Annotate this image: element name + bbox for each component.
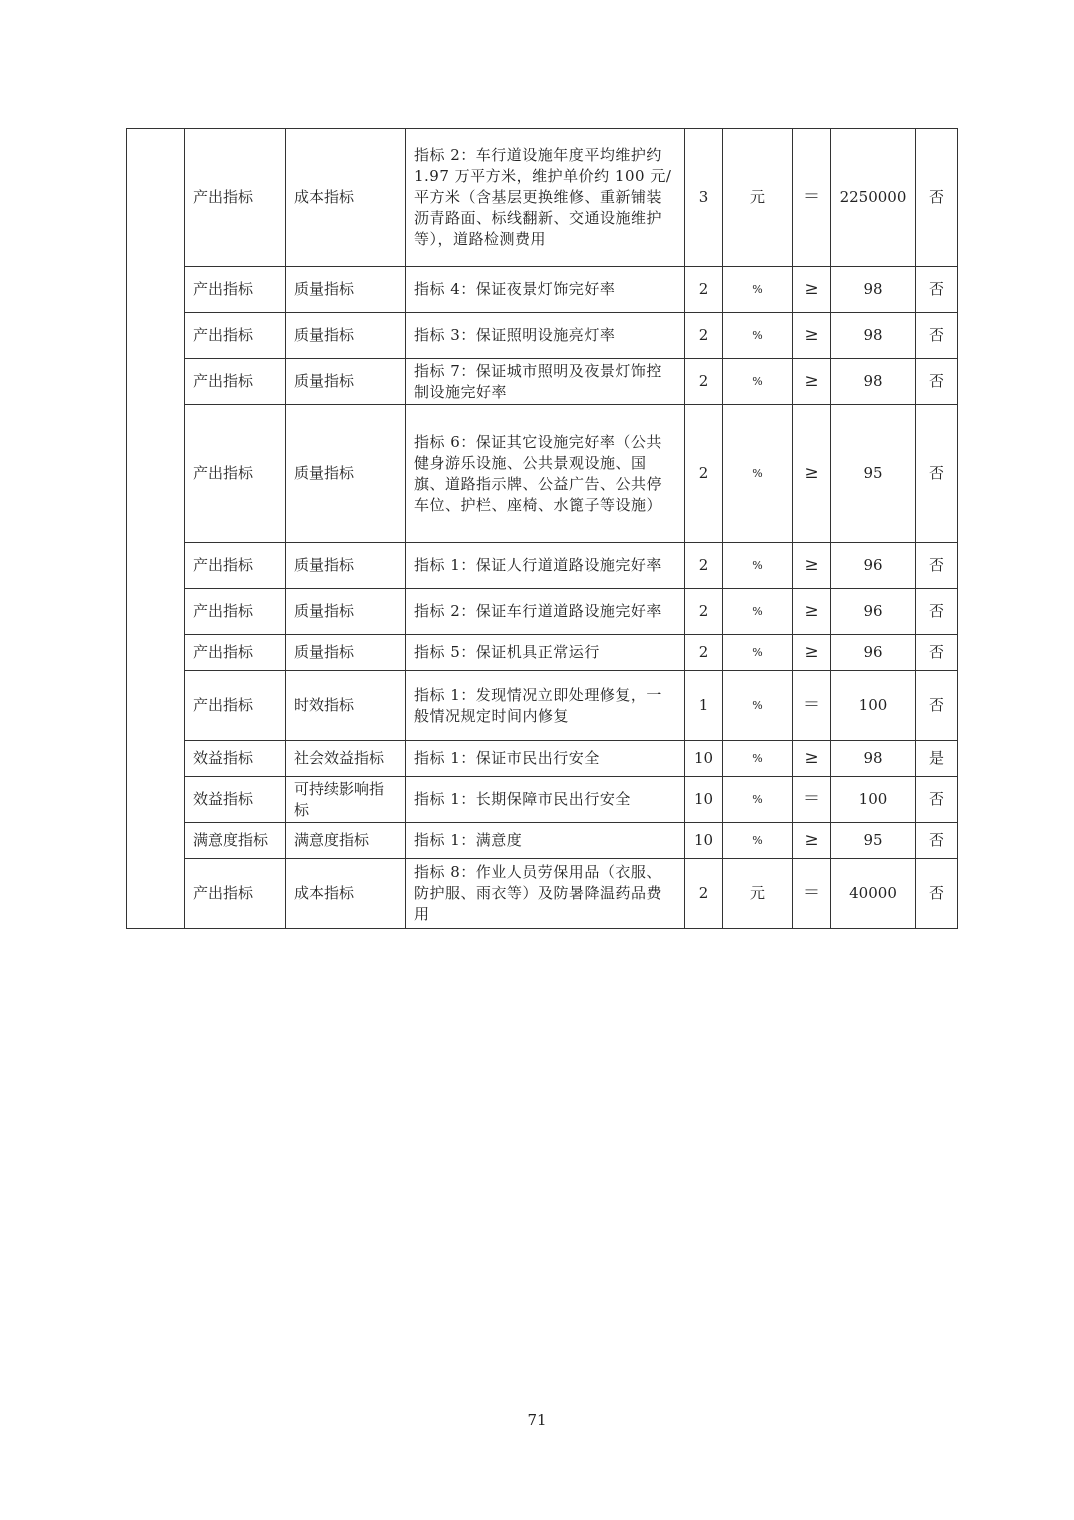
table-row — [127, 359, 958, 405]
level2-cell: 时效指标 — [286, 671, 406, 741]
level2-cell: 成本指标 — [286, 129, 406, 267]
table-row — [127, 777, 958, 823]
target-value-cell: 40000 — [831, 859, 916, 929]
operator-cell: ＝ — [793, 859, 831, 929]
table-row — [127, 859, 958, 929]
unit-cell: % — [723, 543, 793, 589]
weight-cell: 2 — [685, 359, 723, 405]
weight-cell: 2 — [685, 313, 723, 359]
level2-cell: 社会效益指标 — [286, 741, 406, 777]
key-indicator-cell: 否 — [916, 267, 958, 313]
level1-cell: 效益指标 — [185, 777, 286, 823]
weight-cell: 2 — [685, 589, 723, 635]
level1-cell: 产出指标 — [185, 671, 286, 741]
level1-cell: 产出指标 — [185, 635, 286, 671]
operator-cell: ≥ — [793, 741, 831, 777]
level1-cell: 产出指标 — [185, 859, 286, 929]
key-indicator-cell: 否 — [916, 635, 958, 671]
performance-indicator-table — [126, 128, 958, 929]
indicator-description-cell: 指标 8：作业人员劳保用品（衣服、防护服、雨衣等）及防暑降温药品费用 — [406, 859, 685, 929]
level1-cell: 产出指标 — [185, 267, 286, 313]
key-indicator-cell: 否 — [916, 589, 958, 635]
key-indicator-cell: 是 — [916, 741, 958, 777]
level1-cell: 产出指标 — [185, 543, 286, 589]
key-indicator-cell: 否 — [916, 129, 958, 267]
operator-cell: ≥ — [793, 543, 831, 589]
unit-cell: % — [723, 313, 793, 359]
indicator-description-cell: 指标 2：保证车行道道路设施完好率 — [406, 589, 685, 635]
level2-cell: 满意度指标 — [286, 823, 406, 859]
level2-cell: 质量指标 — [286, 359, 406, 405]
level1-cell: 产出指标 — [185, 313, 286, 359]
weight-cell: 2 — [685, 267, 723, 313]
target-value-cell: 95 — [831, 823, 916, 859]
operator-cell: ≥ — [793, 405, 831, 543]
key-indicator-cell: 否 — [916, 405, 958, 543]
indicator-description-cell: 指标 1：保证人行道道路设施完好率 — [406, 543, 685, 589]
target-value-cell: 98 — [831, 313, 916, 359]
level2-cell: 可持续影响指标 — [286, 777, 406, 823]
unit-cell: 元 — [723, 129, 793, 267]
indicator-description-cell: 指标 5：保证机具正常运行 — [406, 635, 685, 671]
merged-blank-cell — [127, 129, 185, 929]
key-indicator-cell: 否 — [916, 671, 958, 741]
operator-cell: ＝ — [793, 129, 831, 267]
operator-cell: ≥ — [793, 635, 831, 671]
level1-cell: 产出指标 — [185, 405, 286, 543]
table-row — [127, 129, 958, 267]
key-indicator-cell: 否 — [916, 859, 958, 929]
level1-cell: 满意度指标 — [185, 823, 286, 859]
operator-cell: ＝ — [793, 671, 831, 741]
weight-cell: 2 — [685, 859, 723, 929]
operator-cell: ≥ — [793, 589, 831, 635]
indicator-description-cell: 指标 1：长期保障市民出行安全 — [406, 777, 685, 823]
operator-cell: ≥ — [793, 823, 831, 859]
unit-cell: % — [723, 823, 793, 859]
target-value-cell: 96 — [831, 635, 916, 671]
unit-cell: % — [723, 635, 793, 671]
level2-cell: 质量指标 — [286, 543, 406, 589]
unit-cell: % — [723, 359, 793, 405]
indicator-description-cell: 指标 2：车行道设施年度平均维护约 1.97 万平方米，维护单价约 100 元/平方米（含基层更换维修、重新铺装沥青路面、标线翻新、交通设施维护等），道路检测费用 — [406, 129, 685, 267]
weight-cell: 2 — [685, 543, 723, 589]
table-row — [127, 267, 958, 313]
unit-cell: % — [723, 405, 793, 543]
key-indicator-cell: 否 — [916, 543, 958, 589]
weight-cell: 3 — [685, 129, 723, 267]
indicator-description-cell: 指标 7：保证城市照明及夜景灯饰控制设施完好率 — [406, 359, 685, 405]
table-row — [127, 823, 958, 859]
unit-cell: 元 — [723, 859, 793, 929]
table-row — [127, 671, 958, 741]
level2-cell: 质量指标 — [286, 267, 406, 313]
indicator-description-cell: 指标 6：保证其它设施完好率（公共健身游乐设施、公共景观设施、国旗、道路指示牌、公益广告、公共停车位、护栏、座椅、水篦子等设施） — [406, 405, 685, 543]
target-value-cell: 95 — [831, 405, 916, 543]
unit-cell: % — [723, 589, 793, 635]
table-row — [127, 405, 958, 543]
indicator-description-cell: 指标 4：保证夜景灯饰完好率 — [406, 267, 685, 313]
weight-cell: 10 — [685, 823, 723, 859]
indicator-description-cell: 指标 1：满意度 — [406, 823, 685, 859]
target-value-cell: 96 — [831, 589, 916, 635]
key-indicator-cell: 否 — [916, 823, 958, 859]
target-value-cell: 98 — [831, 741, 916, 777]
page-number: 71 — [527, 1411, 547, 1429]
level2-cell: 质量指标 — [286, 635, 406, 671]
operator-cell: ≥ — [793, 359, 831, 405]
key-indicator-cell: 否 — [916, 359, 958, 405]
key-indicator-cell: 否 — [916, 313, 958, 359]
table-body — [127, 129, 958, 929]
level2-cell: 质量指标 — [286, 405, 406, 543]
level2-cell: 成本指标 — [286, 859, 406, 929]
operator-cell: ≥ — [793, 267, 831, 313]
target-value-cell: 100 — [831, 777, 916, 823]
target-value-cell: 98 — [831, 359, 916, 405]
unit-cell: % — [723, 741, 793, 777]
level2-cell: 质量指标 — [286, 313, 406, 359]
target-value-cell: 100 — [831, 671, 916, 741]
table-row — [127, 543, 958, 589]
target-value-cell: 96 — [831, 543, 916, 589]
level1-cell: 效益指标 — [185, 741, 286, 777]
target-value-cell: 2250000 — [831, 129, 916, 267]
unit-cell: % — [723, 671, 793, 741]
unit-cell: % — [723, 267, 793, 313]
weight-cell: 10 — [685, 741, 723, 777]
target-value-cell: 98 — [831, 267, 916, 313]
unit-cell: % — [723, 777, 793, 823]
weight-cell: 10 — [685, 777, 723, 823]
table-row — [127, 589, 958, 635]
weight-cell: 2 — [685, 405, 723, 543]
operator-cell: ≥ — [793, 313, 831, 359]
table-row — [127, 741, 958, 777]
key-indicator-cell: 否 — [916, 777, 958, 823]
indicator-description-cell: 指标 1：发现情况立即处理修复，一般情况规定时间内修复 — [406, 671, 685, 741]
level1-cell: 产出指标 — [185, 129, 286, 267]
table-row — [127, 313, 958, 359]
operator-cell: ＝ — [793, 777, 831, 823]
level1-cell: 产出指标 — [185, 359, 286, 405]
indicator-description-cell: 指标 3：保证照明设施亮灯率 — [406, 313, 685, 359]
table-row — [127, 635, 958, 671]
weight-cell: 2 — [685, 635, 723, 671]
indicator-description-cell: 指标 1：保证市民出行安全 — [406, 741, 685, 777]
level1-cell: 产出指标 — [185, 589, 286, 635]
level2-cell: 质量指标 — [286, 589, 406, 635]
weight-cell: 1 — [685, 671, 723, 741]
